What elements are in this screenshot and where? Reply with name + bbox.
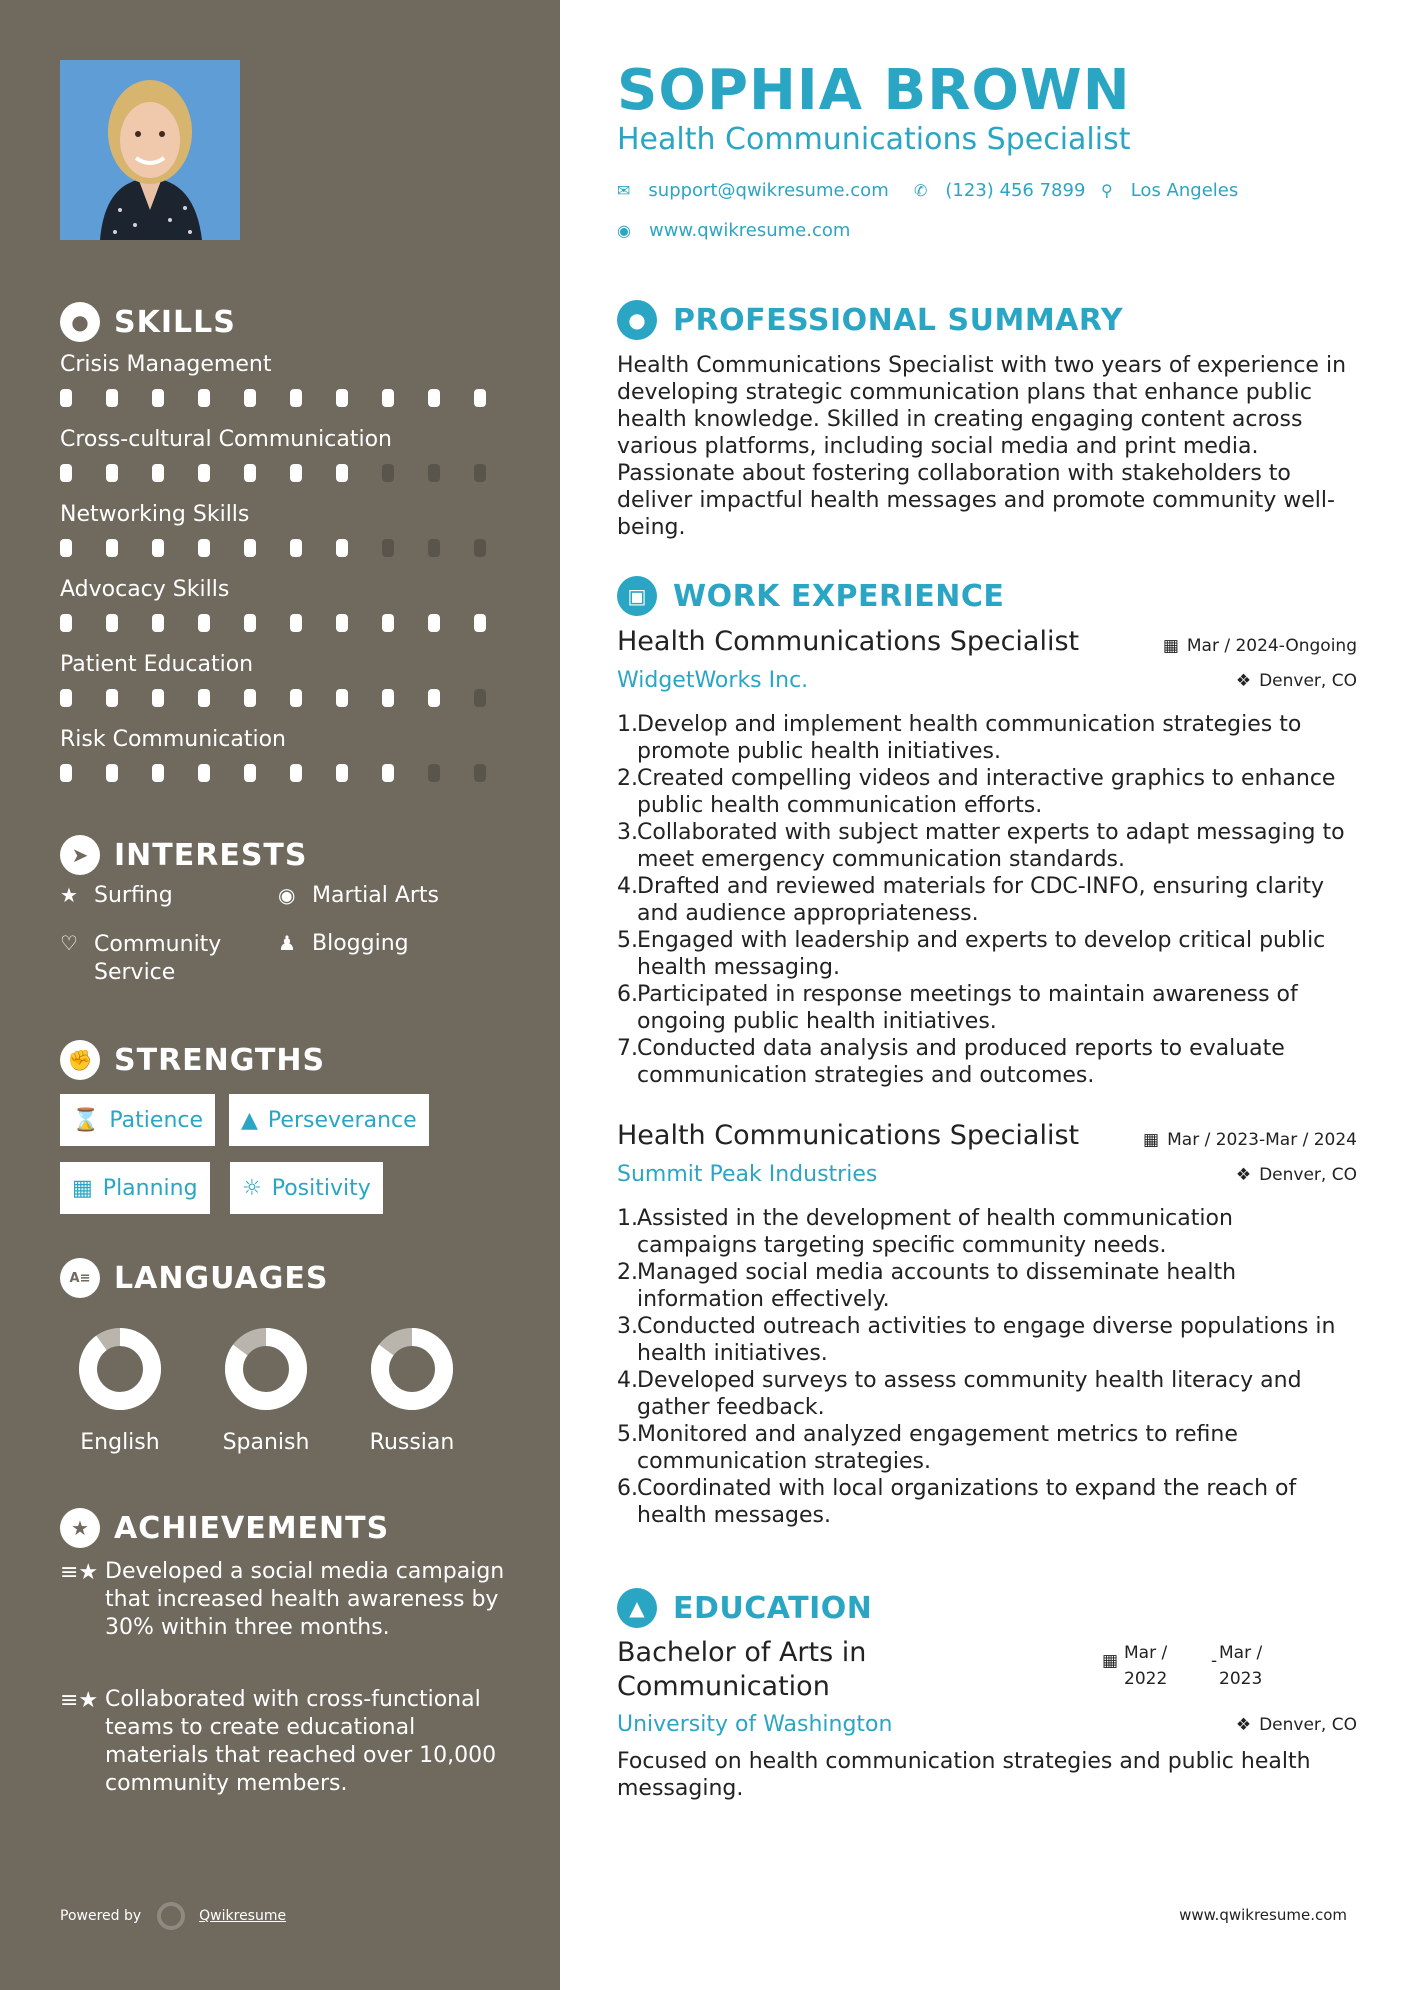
job-date: ▦ Mar / 2023-Mar / 2024 — [1143, 1130, 1357, 1150]
skill-dot — [336, 389, 348, 407]
bullet-item: 1. Develop and implement health communication strategies to promote public health initiatives. — [617, 712, 1302, 764]
skill-dot — [244, 764, 256, 782]
fist-icon: ✊ — [60, 1040, 100, 1080]
interests-title: INTERESTS — [114, 837, 308, 873]
lightbulb-icon: ● — [60, 302, 100, 342]
language-item: English — [60, 1326, 180, 1455]
skill-item: Risk Communication — [60, 727, 520, 782]
skill-dot — [152, 689, 164, 707]
skill-dot — [290, 539, 302, 557]
education-degree: Bachelor of Arts in Communication — [617, 1637, 867, 1702]
skill-dot — [336, 689, 348, 707]
job-company: Summit Peak Industries — [617, 1162, 878, 1187]
calendar-icon: ▦ — [1143, 1130, 1160, 1150]
job-role: Health Communications Specialist — [617, 1120, 1080, 1151]
skill-dot — [382, 389, 394, 407]
skill-dot — [60, 539, 72, 557]
skill-item: Networking Skills — [60, 502, 520, 557]
bullet-item: 7. Conducted data analysis and produced reports to evaluate communication strategies and outcomes. — [617, 1036, 1285, 1088]
language-item: Russian — [352, 1326, 472, 1455]
skill-dot — [106, 614, 118, 632]
skill-dot — [474, 614, 486, 632]
star-badge-icon: ★ — [60, 1508, 100, 1548]
skill-dot — [428, 614, 440, 632]
skill-dot — [152, 464, 164, 482]
job-company: WidgetWorks Inc. — [617, 668, 809, 693]
skill-dot — [60, 389, 72, 407]
education-location: ❖ Denver, CO — [1235, 1715, 1357, 1735]
language-icon: A≡ — [60, 1258, 100, 1298]
calendar-icon: ▦ — [1102, 1651, 1119, 1671]
user-icon: ● — [617, 300, 657, 340]
skill-dot — [428, 464, 440, 482]
skill-dot — [428, 539, 440, 557]
users-icon: ♟ — [278, 931, 296, 955]
skill-dot — [106, 689, 118, 707]
skill-item: Crisis Management — [60, 352, 520, 407]
achievement-item: ≡★ Collaborated with cross-functional teams to create educational materials that reached over 10,000 community members. — [60, 1687, 497, 1796]
calendar-icon: ▦ — [72, 1175, 93, 1201]
skill-dot — [336, 539, 348, 557]
interest-surfing: ★ Surfing — [60, 883, 173, 908]
strength-badge-planning: ▦ Planning — [60, 1162, 210, 1214]
languages-title: LANGUAGES — [114, 1260, 329, 1296]
education-end-date: - Mar / 2023 — [1211, 1643, 1263, 1689]
strengths-section — [60, 1038, 520, 1201]
interest-martial-arts: ◉ Martial Arts — [278, 883, 440, 908]
interest-community-service: ♡ Community Service — [60, 931, 222, 985]
bullet-item: 4. Drafted and reviewed materials for CDC-INFO, ensuring clarity and audience appropriateness. — [617, 874, 1325, 926]
pin-icon: ❖ — [1235, 1715, 1252, 1735]
job-location: ❖ Denver, CO — [1235, 671, 1357, 691]
achievements-title: ACHIEVEMENTS — [114, 1510, 390, 1546]
skill-dot — [474, 389, 486, 407]
skills-title: SKILLS — [114, 304, 236, 340]
skill-dot — [60, 464, 72, 482]
job-date: ▦ Mar / 2024-Ongoing — [1162, 636, 1357, 656]
skill-rating — [60, 614, 520, 632]
education-start-date: ▦ Mar / 2022 — [1102, 1643, 1168, 1689]
bullet-item: 6. Coordinated with local organizations to expand the reach of health messages. — [617, 1476, 1297, 1528]
bullet-item: 6. Participated in response meetings to maintain awareness of ongoing public health initiatives. — [617, 982, 1298, 1034]
bullet-item: 2. Managed social media accounts to disseminate health information effectively. — [617, 1260, 1237, 1312]
skill-dot — [60, 764, 72, 782]
briefcase-icon: ▣ — [617, 576, 657, 616]
calendar-icon: ▦ — [1162, 636, 1179, 656]
skill-item: Cross-cultural Communication — [60, 427, 520, 482]
candidate-title: Health Communications Specialist — [617, 122, 1131, 157]
qwikresume-link[interactable]: Qwikresume — [199, 1908, 287, 1924]
skill-dot — [60, 614, 72, 632]
skill-rating — [60, 764, 520, 782]
bullet-item: 1. Assisted in the development of health communication campaigns targeting specific community needs. — [617, 1206, 1233, 1258]
languages-section — [60, 1256, 520, 1455]
phone-icon: ✆ — [914, 181, 928, 200]
bullet-item: 5. Monitored and analyzed engagement metrics to refine communication strategies. — [617, 1422, 1238, 1474]
skills-heading — [60, 300, 520, 344]
skill-dot — [382, 539, 394, 557]
skill-dot — [152, 614, 164, 632]
skill-dot — [198, 539, 210, 557]
skill-item: Patient Education — [60, 652, 520, 707]
bullet-item: 2. Created compelling videos and interactive graphics to enhance public health communication efforts. — [617, 766, 1336, 818]
pin-icon: ❖ — [1235, 671, 1252, 691]
language-donut — [223, 1326, 309, 1412]
language-donut-fill — [88, 1337, 152, 1401]
skill-dot — [106, 464, 118, 482]
strength-badge-positivity: ☼ Positivity — [230, 1162, 383, 1214]
paper-plane-icon: ➤ — [60, 835, 100, 875]
skill-dot — [152, 539, 164, 557]
skill-dot — [106, 539, 118, 557]
skill-dot — [198, 614, 210, 632]
shooting-star-icon: ≡★ — [60, 1688, 99, 1713]
globe-icon: ◉ — [278, 883, 296, 907]
qwikresume-logo-icon — [157, 1902, 185, 1930]
achievements-section — [60, 1506, 520, 1796]
skill-dot — [336, 464, 348, 482]
skill-dot — [382, 689, 394, 707]
contact-phone: ✆ (123) 456 7899 — [914, 180, 1086, 201]
skill-dot — [244, 464, 256, 482]
graduate-icon: ▲ — [617, 1588, 657, 1628]
candidate-name: SOPHIA BROWN — [617, 58, 1131, 123]
achievement-item: ≡★ Developed a social media campaign that increased health awareness by 30% within three months. — [60, 1559, 505, 1640]
skill-rating — [60, 539, 520, 557]
skill-dot — [474, 539, 486, 557]
pin-icon: ❖ — [1235, 1165, 1252, 1185]
profile-photo — [60, 60, 240, 240]
bullet-item: 3. Collaborated with subject matter experts to adapt messaging to meet emergency communication standards. — [617, 820, 1345, 872]
skill-dot — [428, 389, 440, 407]
heart-hand-icon: ♡ — [60, 931, 78, 955]
skill-dot — [152, 389, 164, 407]
skill-dot — [382, 464, 394, 482]
summary-heading: ● PROFESSIONAL SUMMARY — [617, 300, 1123, 340]
strengths-heading — [60, 1038, 520, 1082]
mountain-icon: ▲ — [241, 1107, 258, 1133]
skill-item: Advocacy Skills — [60, 577, 520, 632]
contact-email[interactable]: ✉ support@qwikresume.com — [617, 180, 889, 201]
skill-dot — [106, 389, 118, 407]
skill-dot — [474, 464, 486, 482]
job-role: Health Communications Specialist — [617, 626, 1080, 657]
skill-dot — [198, 389, 210, 407]
achievements-heading — [60, 1506, 520, 1550]
skill-dot — [290, 764, 302, 782]
skill-dot — [198, 764, 210, 782]
skill-dot — [198, 689, 210, 707]
interests-heading — [60, 833, 520, 877]
experience-heading: ▣ WORK EXPERIENCE — [617, 576, 1004, 616]
skill-dot — [106, 764, 118, 782]
skill-dot — [244, 539, 256, 557]
sidebar — [0, 0, 560, 1990]
education-school: University of Washington — [617, 1712, 893, 1737]
skill-dot — [60, 689, 72, 707]
skill-dot — [336, 614, 348, 632]
skill-dot — [428, 689, 440, 707]
language-donut — [369, 1326, 455, 1412]
skill-dot — [382, 614, 394, 632]
job-location: ❖ Denver, CO — [1235, 1165, 1357, 1185]
skill-rating — [60, 389, 520, 407]
skill-rating — [60, 689, 520, 707]
star-icon: ★ — [60, 883, 78, 907]
interest-blogging: ♟ Blogging — [278, 931, 409, 956]
contact-location: ⚲ Los Angeles — [1101, 180, 1239, 201]
language-donut — [77, 1326, 163, 1412]
skill-dot — [382, 764, 394, 782]
shooting-star-icon: ≡★ — [60, 1560, 99, 1585]
skill-dot — [244, 389, 256, 407]
skill-dot — [428, 764, 440, 782]
skill-dot — [474, 764, 486, 782]
education-description: Focused on health communication strategies and public health messaging. — [617, 1749, 1311, 1801]
strengths-title: STRENGTHS — [114, 1042, 326, 1078]
job-bullets — [617, 711, 1357, 1089]
powered-by: Powered by Qwikresume — [60, 1902, 286, 1930]
skill-rating — [60, 464, 520, 482]
language-item: Spanish — [206, 1326, 326, 1455]
summary-text: Health Communications Specialist with two years of experience in developing strategic communication plans that enhance public health knowledge. Skilled in creating engaging content across various platforms, including social media and print media. Passionate about fostering collaboration with stakeholders to deliver impactful health messages and promote community well-being. — [617, 353, 1347, 540]
skill-dot — [198, 464, 210, 482]
hourglass-icon: ⌛ — [72, 1107, 100, 1133]
contact-website[interactable]: ◉ www.qwikresume.com — [617, 220, 851, 241]
bullet-item: 3. Conducted outreach activities to engage diverse populations in health initiatives. — [617, 1314, 1336, 1366]
skill-dot — [474, 689, 486, 707]
skill-dot — [290, 689, 302, 707]
skill-dot — [290, 614, 302, 632]
map-pin-icon: ⚲ — [1101, 181, 1113, 200]
education-heading: ▲ EDUCATION — [617, 1588, 872, 1628]
strength-badge-perseverance: ▲ Perseverance — [229, 1094, 429, 1146]
globe-icon: ◉ — [617, 221, 631, 240]
skill-dot — [152, 764, 164, 782]
bullet-item: 4. Developed surveys to assess community health literacy and gather feedback. — [617, 1368, 1302, 1420]
skill-dot — [290, 389, 302, 407]
skill-dot — [244, 614, 256, 632]
bullet-item: 5. Engaged with leadership and experts to develop critical public health messaging. — [617, 928, 1326, 980]
footer-url[interactable]: www.qwikresume.com — [1179, 1906, 1347, 1924]
envelope-icon: ✉ — [617, 181, 631, 200]
languages-heading — [60, 1256, 520, 1300]
sun-icon: ☼ — [242, 1175, 262, 1201]
strength-badge-patience: ⌛ Patience — [60, 1094, 215, 1146]
job-bullets — [617, 1205, 1357, 1529]
skill-dot — [336, 764, 348, 782]
skill-dot — [244, 689, 256, 707]
skills-section — [60, 300, 520, 752]
interests-section — [60, 833, 520, 985]
skill-dot — [290, 464, 302, 482]
